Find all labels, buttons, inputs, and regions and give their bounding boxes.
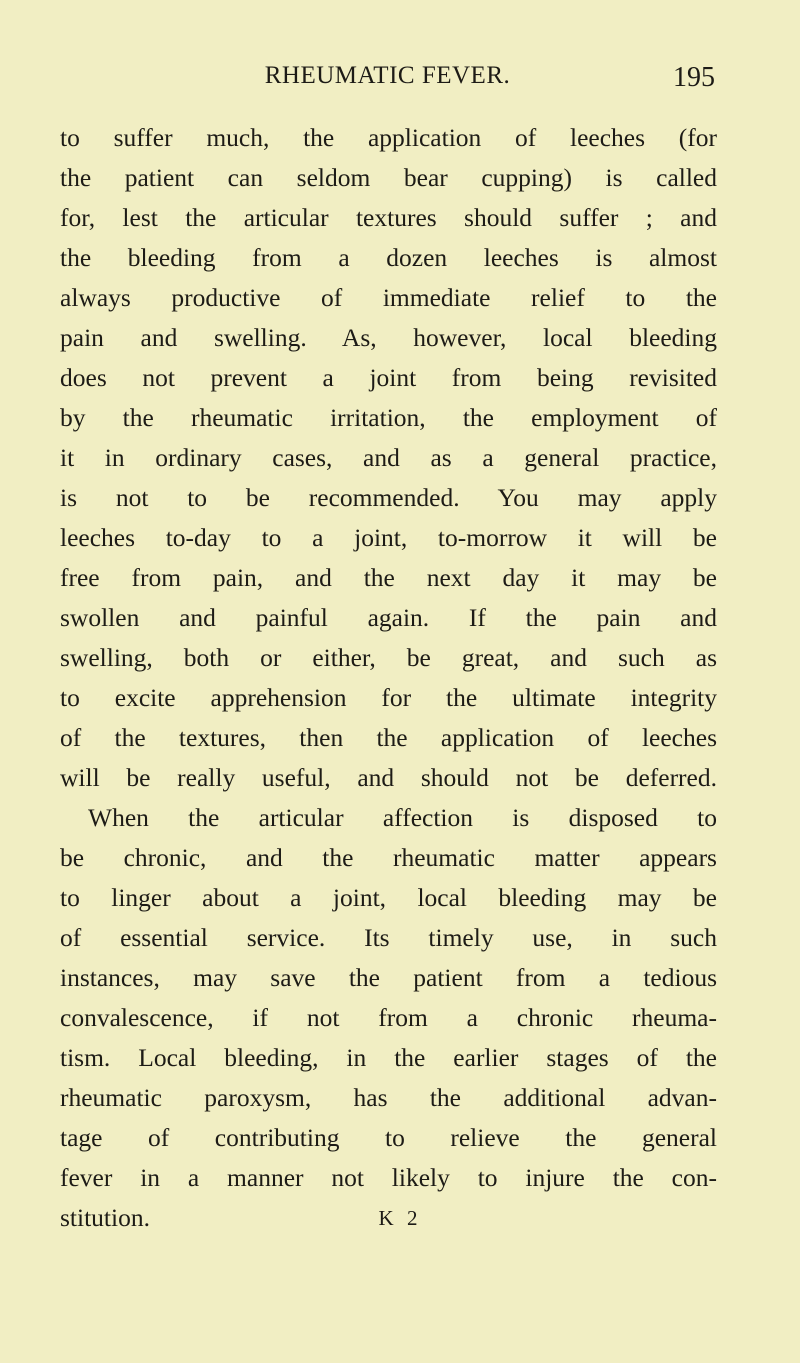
- text-line: is not to be recommended. You may apply: [60, 483, 717, 512]
- text-line: to excite apprehension for the ultimate integrity: [60, 683, 717, 712]
- paragraph-end-line: stitution.: [60, 1203, 150, 1232]
- text-line: always productive of immediate relief to the: [60, 283, 717, 312]
- text-line: the patient can seldom bear cupping) is called: [60, 163, 717, 192]
- text-line: pain and swelling. As, however, local bleeding: [60, 323, 717, 352]
- text-line: will be really useful, and should not be deferred.: [60, 763, 717, 792]
- text-line: be chronic, and the rheumatic matter appears: [60, 843, 717, 872]
- text-line: swelling, both or either, be great, and such as: [60, 643, 717, 672]
- text-line: by the rheumatic irritation, the employment of: [60, 403, 717, 432]
- text-line: does not prevent a joint from being revisited: [60, 363, 717, 392]
- text-line: instances, may save the patient from a tedious: [60, 963, 717, 992]
- text-line: for, lest the articular textures should suffer ; and: [60, 203, 717, 232]
- text-line: to suffer much, the application of leeches (for: [60, 123, 717, 152]
- text-line: free from pain, and the next day it may be: [60, 563, 717, 592]
- text-line: fever in a manner not likely to injure the con-: [60, 1163, 717, 1192]
- text-line: rheumatic paroxysm, has the additional advan-: [60, 1083, 717, 1112]
- text-line: the bleeding from a dozen leeches is almost: [60, 243, 717, 272]
- signature-mark: K 2: [378, 1206, 422, 1230]
- running-head: [60, 62, 715, 102]
- paragraph-start-line: When the articular affection is disposed to: [88, 803, 717, 832]
- text-line: convalescence, if not from a chronic rheuma-: [60, 1003, 717, 1032]
- running-head-title: RHEUMATIC FEVER.: [264, 62, 511, 89]
- text-line: of the textures, then the application of leeches: [60, 723, 717, 752]
- text-line: to linger about a joint, local bleeding may be: [60, 883, 717, 912]
- text-line: of essential service. Its timely use, in such: [60, 923, 717, 952]
- text-line: it in ordinary cases, and as a general practice,: [60, 443, 717, 472]
- page-number: 195: [673, 62, 715, 93]
- text-line: tism. Local bleeding, in the earlier stages of the: [60, 1043, 717, 1072]
- body-text: [60, 118, 717, 1238]
- text-line: swollen and painful again. If the pain and: [60, 603, 717, 632]
- text-line: tage of contributing to relieve the general: [60, 1123, 717, 1152]
- text-line: leeches to-day to a joint, to-morrow it will be: [60, 523, 717, 552]
